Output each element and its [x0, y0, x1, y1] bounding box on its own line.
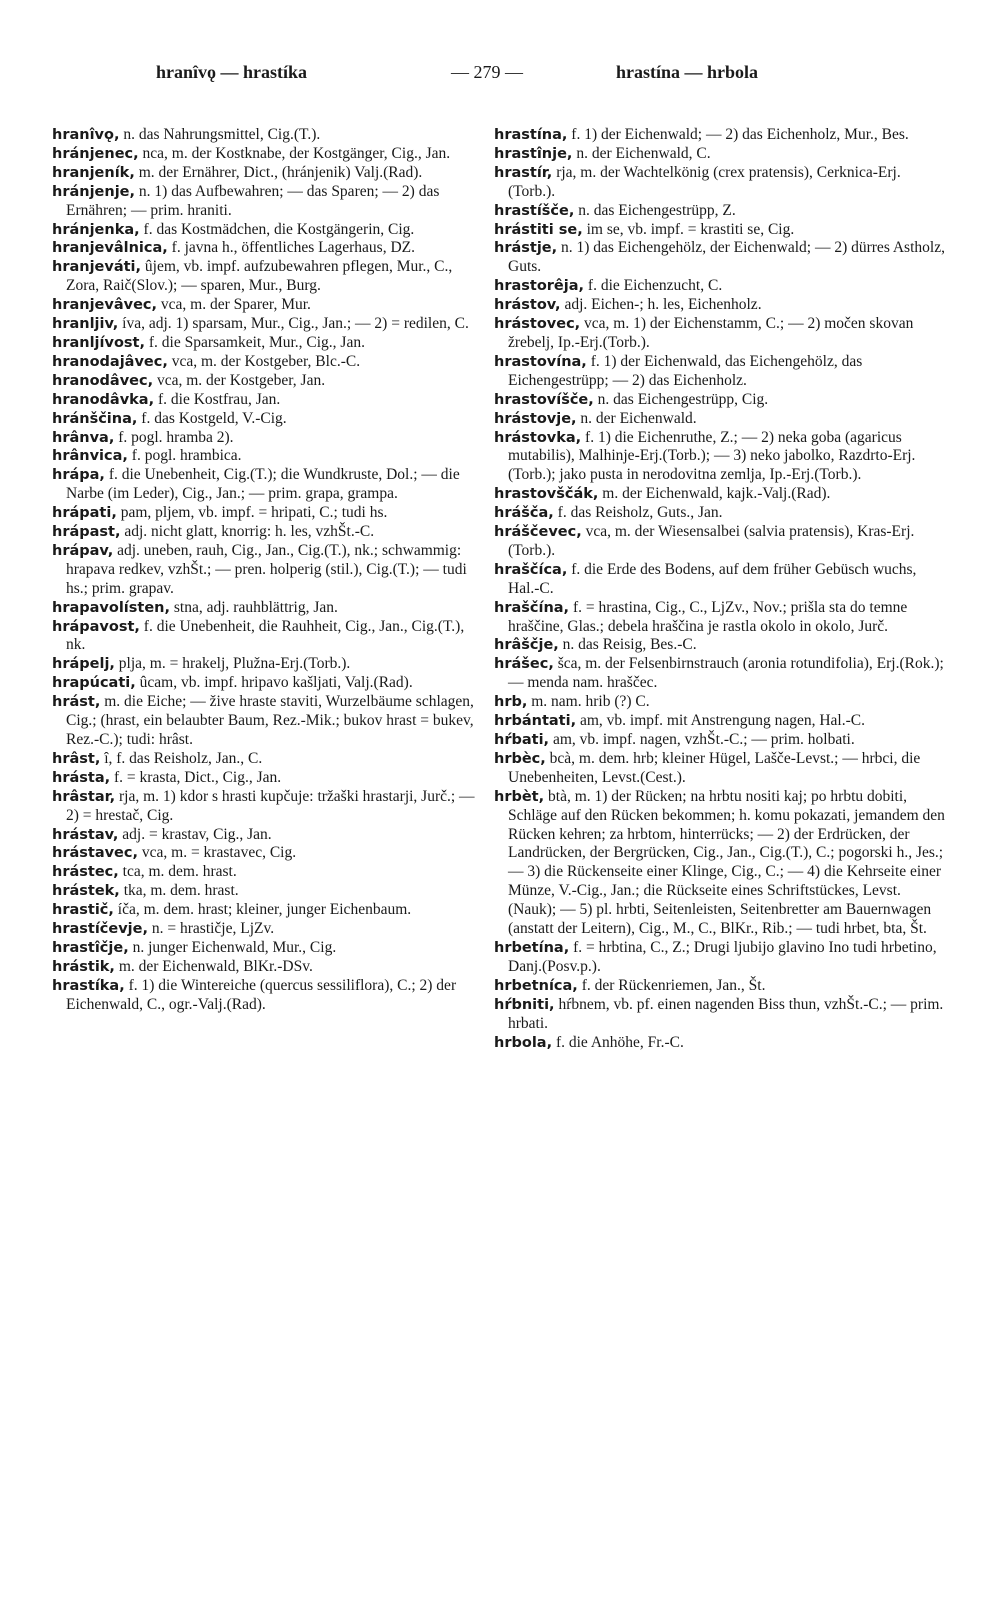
entry-headword: hrastînje,: [494, 145, 573, 162]
dictionary-entry: [52, 353, 484, 372]
entry-headword: hŕbniti,: [494, 996, 555, 1013]
entry-definition: vca, m. der Wiesensalbei (salvia pratensis), Kras-Erj.(Torb.).: [508, 523, 915, 559]
dictionary-entry: [494, 655, 946, 693]
dictionary-entry: [52, 599, 484, 618]
entry-definition: f. = krasta, Dict., Cig., Jan.: [114, 768, 282, 786]
dictionary-entry: [52, 618, 484, 656]
entry-headword: hranjevâvec,: [52, 297, 158, 314]
entry-headword: hrâst,: [52, 750, 101, 767]
entry-definition: m. der Ernährer, Dict., (hránjenik) Valj.(Rad).: [138, 163, 423, 181]
entry-definition: hŕbnem, vb. pf. einen nagenden Biss thun, vzhŠt.-C.; — prim. hrbati.: [508, 995, 944, 1032]
entry-headword: hrapúcati,: [52, 675, 136, 692]
entry-definition: f. = hrbtina, C., Z.; Drugi ljubijo glavino Ino tudi hrbetino, Danj.(Posv.p.).: [508, 938, 937, 975]
entry-definition: ûcam, vb. impf. hripavo kašljati, Valj.(Rad).: [139, 674, 413, 692]
entry-headword: hrásta,: [52, 769, 111, 786]
entry-headword: hrápati,: [52, 505, 117, 522]
entry-headword: hrástov,: [494, 297, 561, 314]
entry-definition: f. das Kostgeld, V.-Cig.: [141, 409, 287, 427]
dictionary-entry: [52, 239, 484, 258]
entry-headword: hrastína,: [494, 127, 568, 143]
entry-definition: f. die Sparsamkeit, Mur., Cig., Jan.: [148, 333, 365, 351]
entry-definition: tca, m. dem. hrast.: [122, 863, 237, 881]
entry-definition: n. das Reisig, Bes.-C.: [562, 636, 697, 654]
entry-definition: rja, m. der Wachtelkönig (crex pratensis), Cerknica-Erj.(Torb.).: [508, 163, 901, 200]
entry-headword: hráščevec,: [494, 524, 582, 541]
entry-definition: m. der Eichenwald, kajk.-Valj.(Rad).: [602, 485, 831, 503]
entry-definition: vca, m. 1) der Eichenstamm, C.; — 2) močen skovan žrebelj, Ip.-Erj.(Torb.).: [508, 315, 914, 351]
entry-definition: vca, m. der Kostgeber, Jan.: [156, 371, 326, 389]
entry-headword: hrbola,: [494, 1034, 553, 1051]
entry-headword: hrânva,: [52, 429, 115, 446]
entry-headword: hrástovje,: [494, 410, 577, 427]
dictionary-entry: [494, 391, 946, 410]
entry-definition: f. = hrastina, Cig., C., LjZv., Nov.; prišla sta do temne hraščine, Glas.; debela hraščina je rastla okolo in okolo, Jurč.: [508, 598, 908, 635]
entry-definition: íča, m. dem. hrast; kleiner, junger Eichenbaum.: [117, 901, 412, 919]
entry-headword: hrástje,: [494, 240, 558, 257]
dictionary-entry: [52, 504, 484, 523]
entry-headword: hŕbati,: [494, 732, 550, 748]
entry-definition: f. die Anhöhe, Fr.-C.: [555, 1033, 684, 1051]
dictionary-entry: [494, 164, 946, 202]
dictionary-entry: [494, 145, 946, 164]
entry-headword: hrápa,: [52, 467, 105, 484]
dictionary-entry: [52, 693, 484, 750]
dictionary-entry: [494, 504, 946, 523]
dictionary-entry: [52, 315, 484, 334]
entry-definition: m. nam. hrib (?) C.: [531, 693, 650, 711]
dictionary-entry: [52, 126, 484, 145]
entry-definition: f. 1) der Eichenwald, das Eichengehölz, das Eichengestrüpp; — 2) das Eichenholz.: [508, 352, 863, 389]
entry-headword: hrastîčje,: [52, 939, 129, 956]
entry-headword: hrastíčevje,: [52, 921, 148, 938]
entry-headword: hrastír,: [494, 164, 553, 181]
entry-definition: plja, m. = hrakelj, Plužna-Erj.(Torb.).: [118, 655, 351, 673]
entry-definition: n. junger Eichenwald, Mur., Cig.: [132, 938, 337, 956]
dictionary-entry: [52, 221, 484, 240]
entry-definition: f. die Unebenheit, Cig.(T.); die Wundkruste, Dol.; — die Narbe (im Leder), Cig., Jan.; — prim. grapa, grampa.: [66, 466, 460, 503]
right-column: [494, 126, 946, 1052]
entry-headword: hranljiv,: [52, 316, 119, 333]
entry-headword: hrastíšče,: [494, 202, 575, 219]
entry-definition: f. 1) die Eichenruthe, Z.; — 2) neka goba (agaricus mutabilis), Malhinje-Erj.(Torb.); — 3) neko jabolko, Razdrto-Erj.(Torb.); jako pusta in nerodovitna zemlja, Ip.-Erj.(Torb.).: [508, 428, 916, 484]
entry-definition: f. die Erde des Bodens, auf dem früher Gebüsch wuchs, Hal.-C.: [508, 560, 917, 597]
header-left-guideword: hranîvǫ — hrastíka: [156, 62, 308, 82]
dictionary-entry: [52, 164, 484, 183]
entry-headword: hrástavec,: [52, 845, 138, 862]
dictionary-entry: [52, 977, 484, 1015]
entry-headword: hrastič,: [52, 902, 114, 919]
dictionary-entry: [494, 1034, 946, 1053]
entry-definition: n. 1) das Aufbewahren; — das Sparen; — 2) das Ernähren; — prim. hraniti.: [66, 182, 440, 219]
entry-headword: hraščíca,: [494, 561, 568, 578]
dictionary-entry: [494, 561, 946, 599]
entry-definition: vca, m. der Kostgeber, Blc.-C.: [171, 352, 361, 370]
entry-definition: f. die Eichenzucht, C.: [587, 277, 723, 295]
entry-headword: hranodajâvec,: [52, 353, 168, 370]
entry-definition: n. 1) das Eichengehölz, der Eichenwald; — 2) dürres Astholz, Guts.: [508, 239, 945, 276]
entry-headword: hraščína,: [494, 599, 570, 616]
dictionary-entry: [52, 750, 484, 769]
dictionary-entry: [494, 731, 946, 750]
entry-headword: hrástovka,: [494, 429, 582, 446]
entry-definition: vca, m. = krastavec, Cig.: [141, 844, 297, 862]
dictionary-entry: [52, 296, 484, 315]
entry-headword: hránščina,: [52, 410, 138, 427]
entry-headword: hrást,: [52, 694, 101, 711]
entry-headword: hrástovec,: [494, 316, 581, 333]
entry-definition: f. das Reisholz, Guts., Jan.: [557, 504, 723, 522]
entry-headword: hrastovína,: [494, 353, 587, 370]
entry-definition: f. die Kostfrau, Jan.: [157, 390, 281, 408]
dictionary-entry: [52, 788, 484, 826]
dictionary-entry: [494, 750, 946, 788]
entry-headword: hrâstar,: [52, 788, 116, 805]
dictionary-entry: [52, 674, 484, 693]
entry-definition: f. das Kostmädchen, die Kostgängerin, Cig.: [143, 220, 415, 238]
entry-headword: hrapavolísten,: [52, 599, 171, 616]
dictionary-entry: [52, 844, 484, 863]
dictionary-entry: [52, 958, 484, 977]
header-right-guideword: hrastína — hrbola: [616, 62, 759, 82]
page-number: — 279 —: [451, 62, 523, 82]
entry-headword: hránjenje,: [52, 183, 136, 200]
dictionary-entry: [494, 712, 946, 731]
dictionary-entry: [52, 655, 484, 674]
dictionary-entry: [52, 769, 484, 788]
entry-definition: î, f. das Reisholz, Jan., C.: [104, 749, 263, 767]
dictionary-entry: [494, 296, 946, 315]
dictionary-entry: [494, 315, 946, 353]
dictionary-entry: [52, 863, 484, 882]
entry-headword: hrb,: [494, 694, 528, 711]
entry-headword: hrástek,: [52, 883, 120, 900]
dictionary-entry: [52, 429, 484, 448]
dictionary-entry: [494, 410, 946, 429]
entry-definition: n. das Eichengestrüpp, Cig.: [597, 390, 769, 408]
entry-definition: f. 1) der Eichenwald; — 2) das Eichenholz, Mur., Bes.: [571, 126, 909, 143]
dictionary-entry: [494, 353, 946, 391]
entry-definition: adj. uneben, rauh, Cig., Jan., Cig.(T.), nk.; schwammig: hrapava redkev, vzhŠt.; — pren. holperig (stil.), Cig.(T.); — tudi hs.; prim. grapav.: [66, 541, 467, 597]
entry-headword: hránjenec,: [52, 145, 139, 162]
entry-definition: ûjem, vb. impf. aufzubewahren pflegen, Mur., C., Zora, Raič(Slov.); — sparen, Mur., Burg.: [66, 258, 453, 295]
dictionary-entry: [52, 882, 484, 901]
entry-definition: m. die Eiche; — žive hraste staviti, Wurzelbäume schlagen, Cig.; (hrast, ein belaubter Baum, Rez.-Mik.; bukov hrast = bukev, Rez.-C.); tudi: hrâst.: [66, 693, 474, 748]
entry-definition: n. der Eichenwald.: [580, 409, 697, 427]
entry-definition: n. das Nahrungsmittel, Cig.(T.).: [123, 126, 321, 143]
entry-definition: n. = hrastičje, LjZv.: [151, 920, 275, 938]
dictionary-entry: [494, 429, 946, 486]
dictionary-entry: [494, 202, 946, 221]
entry-definition: m. der Eichenwald, BlKr.-DSv.: [118, 957, 313, 975]
dictionary-entry: [494, 693, 946, 712]
entry-definition: f. die Unebenheit, die Rauhheit, Cig., Jan., Cig.(T.), nk.: [66, 617, 465, 654]
entry-headword: hrastorêja,: [494, 278, 585, 295]
entry-headword: hrástav,: [52, 826, 119, 843]
dictionary-entry: [52, 334, 484, 353]
entry-definition: am, vb. impf. mit Anstrengung nagen, Hal.-C.: [579, 712, 865, 730]
entry-headword: hranjeník,: [52, 164, 135, 181]
dictionary-entry: [52, 826, 484, 845]
entry-definition: f. 1) die Wintereiche (quercus sessiliflora), C.; 2) der Eichenwald, C., ogr.-Valj.(Rad).: [66, 976, 457, 1013]
entry-definition: adj. nicht glatt, knorrig: h. les, vzhŠt.-C.: [124, 523, 375, 541]
entry-headword: hranodâvka,: [52, 391, 155, 408]
dictionary-entry: [494, 996, 946, 1034]
dictionary-entry: [494, 939, 946, 977]
entry-headword: hrastovíšče,: [494, 391, 594, 408]
entry-definition: rja, m. 1) kdor s hrasti kupčuje: tržaški hrastarji, Jurč.; — 2) = hrestač, Cig.: [66, 787, 475, 824]
dictionary-entry: [52, 372, 484, 391]
dictionary-entry: [494, 221, 946, 240]
entry-headword: hrášec,: [494, 656, 554, 673]
entry-definition: f. javna h., öffentliches Lagerhaus, DZ.: [171, 239, 415, 257]
dictionary-entry: [52, 145, 484, 164]
dictionary-entry: [52, 447, 484, 466]
dictionary-entry: [52, 410, 484, 429]
entry-definition: f. der Rückenriemen, Jan., Št.: [581, 976, 766, 994]
entry-headword: hrástec,: [52, 864, 119, 881]
dictionary-entry: [494, 599, 946, 637]
entry-headword: hrastíka,: [52, 977, 125, 994]
entry-headword: hránjenka,: [52, 221, 140, 238]
entry-headword: hrápelj,: [52, 656, 115, 673]
dictionary-entry: [52, 183, 484, 221]
entry-definition: am, vb. impf. nagen, vzhŠt.-C.; — prim. holbati.: [552, 731, 855, 748]
entry-headword: hrbèc,: [494, 750, 546, 767]
entry-definition: n. das Eichengestrüpp, Z.: [578, 201, 736, 219]
entry-definition: nca, m. der Kostknabe, der Kostgänger, Cig., Jan.: [142, 144, 451, 162]
dictionary-entry: [52, 920, 484, 939]
entry-headword: hrbetína,: [494, 939, 570, 956]
dictionary-entry: [494, 523, 946, 561]
dictionary-entry: [494, 977, 946, 996]
dictionary-entry: [52, 901, 484, 920]
dictionary-entry: [494, 636, 946, 655]
dictionary-entry: [494, 485, 946, 504]
page-header: [56, 62, 970, 88]
entry-headword: hrbetníca,: [494, 977, 578, 994]
entry-headword: hrápast,: [52, 524, 121, 541]
entry-definition: bcà, m. dem. hrb; kleiner Hügel, Lašče-Levst.; — hrbci, die Unebenheiten, Levst.(Cest.).: [508, 749, 921, 786]
dictionary-entry: [494, 277, 946, 296]
dictionary-entry: [494, 788, 946, 939]
entry-headword: hrástik,: [52, 958, 115, 975]
entry-definition: šca, m. der Felsenbirnstrauch (aronia rotundifolia), Erj.(Rok.); — menda nam. hraščec.: [508, 655, 944, 692]
entry-definition: f. pogl. hrambica.: [131, 447, 242, 465]
entry-headword: hrášča,: [494, 505, 554, 522]
entry-definition: pam, pljem, vb. impf. = hripati, C.; tudi hs.: [120, 504, 388, 522]
entry-definition: im se, vb. impf. = krastiti se, Cig.: [586, 220, 795, 238]
entry-headword: hranljívost,: [52, 334, 145, 351]
entry-definition: n. der Eichenwald, C.: [576, 144, 711, 162]
entry-headword: hranjevâlnica,: [52, 240, 168, 257]
entry-headword: hrápav,: [52, 542, 114, 559]
entry-definition: adj. Eichen-; h. les, Eichenholz.: [564, 296, 762, 314]
dictionary-entry: [52, 258, 484, 296]
entry-headword: hrápavost,: [52, 618, 140, 635]
entry-headword: hrânvica,: [52, 448, 128, 465]
dictionary-entry: [494, 126, 946, 145]
entry-definition: btà, m. 1) der Rücken; na hrbtu nositi kaj; po hrbtu dobiti, Schläge auf den Rücken bekommen; h. komu pokazati, jemandem den Rücken kehren; za hrbtom, hinterrücks; — 2) der Erdrücken, der Landrücken, der Bergrücken, Cig., Jan., Cig.(T.), C.; pogorski h., Jes.; — 3) die Rückenseite einer Klinge, Cig., C.; — 4) die Kehrseite einer Münze, V.-Cig., Jan.; die Rückseite eines Schriftstückes, Levst.(Nauk); — 5) pl. hrbti, Seitenleisten, Seitenbretter am Bauernwagen (anstatt der Leitern), Cig., M., C., BlKr., Rib.; — tudi hrbet, bta, Št.: [508, 787, 945, 938]
entry-headword: hranodâvec,: [52, 372, 154, 389]
entry-headword: hrâščje,: [494, 637, 559, 654]
entry-headword: hranjeváti,: [52, 259, 142, 276]
dictionary-entry: [52, 466, 484, 504]
entry-definition: adj. = krastav, Cig., Jan.: [122, 825, 272, 843]
entry-definition: vca, m. der Sparer, Mur.: [160, 296, 311, 314]
entry-headword: hrastovščák,: [494, 486, 599, 503]
left-column: [52, 126, 484, 1015]
entry-headword: hrbántati,: [494, 713, 577, 730]
entry-headword: hrbèt,: [494, 788, 545, 805]
entry-definition: f. pogl. hramba 2).: [118, 428, 234, 446]
entry-definition: tka, m. dem. hrast.: [123, 882, 239, 900]
dictionary-entry: [52, 542, 484, 599]
entry-headword: hrástiti se,: [494, 221, 583, 238]
dictionary-entry: [52, 523, 484, 542]
entry-headword: hranîvǫ,: [52, 127, 120, 143]
entry-definition: íva, adj. 1) sparsam, Mur., Cig., Jan.; — 2) = redilen, C.: [122, 315, 469, 333]
dictionary-entry: [494, 239, 946, 277]
dictionary-entry: [52, 939, 484, 958]
dictionary-entry: [52, 391, 484, 410]
entry-definition: stna, adj. rauhblättrig, Jan.: [173, 598, 338, 616]
